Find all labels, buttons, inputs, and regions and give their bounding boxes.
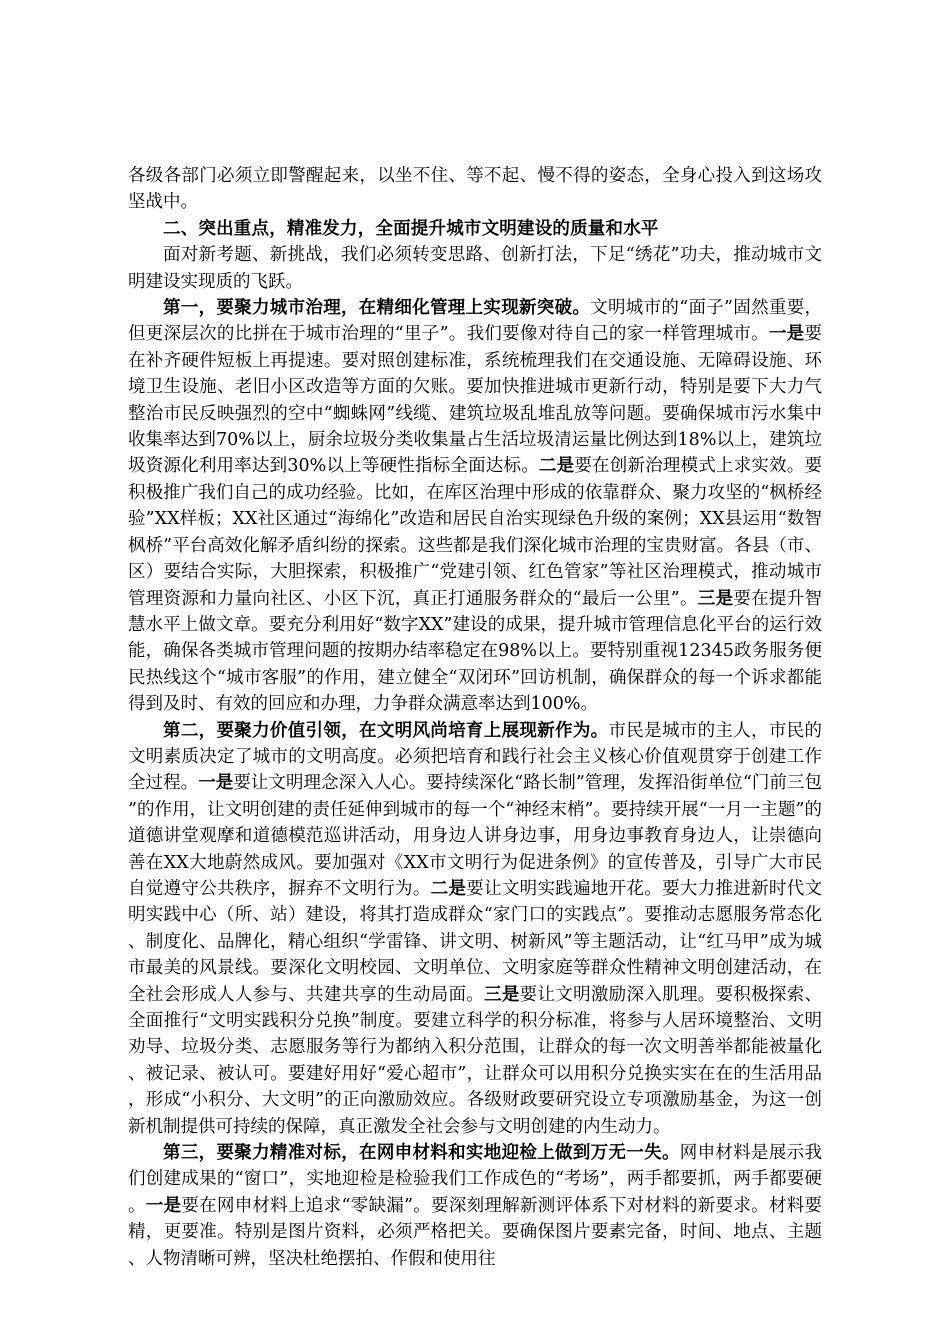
body-text: 要在网申材料上追求“零缺漏”。要深刻理解新测评体系下对材料的新要求。材料要精，更要准。特别是图片资料，必须严格把关。要确保图片要素完备，时间、地点、主题、人物清晰可辨，坚决杜绝摆拍、作假和使用往 xyxy=(128,1195,823,1269)
point-marker: 二是 xyxy=(430,878,467,899)
paragraph-precise-benchmarking xyxy=(128,1140,822,1272)
paragraph-intro: 各级各部门必须立即警醒起来，以坐不住、等不起、慢不得的姿态，全身心投入到这场攻坚战中。 xyxy=(128,166,822,213)
body-text: 市民是城市的主人，市民的文明素质决定了城市的文明高度。必须把培育和践行社会主义核心价值观贯穿于创建工作全过程。 xyxy=(128,720,822,794)
paragraph-overview: 面对新考题、新挑战，我们必须转变思路、创新打法，下足“绣花”功夫，推动城市文明建设实现质的飞跃。 xyxy=(128,245,822,292)
body-text: 网申材料是展示我们创建成果的“窗口”，实地迎检是检验我们工作成色的“考场”，两手都要抓，两手都要硬。 xyxy=(128,1143,823,1216)
body-text: 文明城市的“面子”固然重要，但更深层次的比拼在于城市治理的“里子”。我们要像对待自己的家一样管理城市。 xyxy=(128,298,822,345)
body-text: 要在提升智慧水平上做文章。要充分利用好“数字XX”建设的成果，提升城市管理信息化平台的运行效能，确保各类城市管理问题的按期办结率稳定在98%以上。要特别重视12345政务服务便民热线这个“城市客服”的作用，建立健全“双闭环”回访机制，确保群众的每一个诉求都能得到及时、有效的回应和办理，力争群众满意率达到100%。 xyxy=(128,588,822,715)
paragraph-urban-governance xyxy=(128,295,822,718)
point-marker: 一是 xyxy=(198,773,234,794)
lead-sentence: 第一，要聚力城市治理，在精细化管理上实现新突破。 xyxy=(163,298,591,319)
point-marker: 一是 xyxy=(145,1195,182,1216)
point-marker: 一是 xyxy=(768,324,805,345)
section-heading: 二、突出重点，精准发力，全面提升城市文明建设的质量和水平 xyxy=(163,218,659,239)
lead-sentence: 第二，要聚力价值引领，在文明风尚培育上展现新作为。 xyxy=(163,720,609,741)
point-marker: 三是 xyxy=(697,588,734,609)
body-text: 要让文明理念深入人心。要持续深化“路长制”管理，发挥沿街单位“门前三包”的作用，让文明创建的责任延伸到城市的每一个“神经末梢”。要持续开展“一月一主题”的道德讲堂观摩和道德模范巡讲活动，用身边人讲身边事，用身边事教育身边人，让崇德向善在XX大地蔚然成风。要加强对《XX市文明行为促进条例》的宣传普及，引导广大市民自觉遵守公共秩序，摒弃不文明行为。 xyxy=(128,773,822,899)
paragraph-value-guidance xyxy=(128,718,822,1141)
point-marker: 二是 xyxy=(538,456,575,477)
body-text: 要让文明激励深入肌理。要积极探索、全面推行“文明实践积分兑换”制度。要建立科学的积分标准，将参与人居环境整治、文明劝导、垃圾分类、志愿服务等行为都纳入积分范围，让群众的每一次文明善举都能被量化、被记录、被认可。要建好用好“爱心超市”，让群众可以用积分兑换实实在在的生活用品，形成“小积分、大文明”的正向激励效应。各级财政要研究设立专项激励基金，为这一创新机制提供可持续的保障，真正激发全社会参与文明创建的内生动力。 xyxy=(128,984,823,1137)
lead-sentence: 第三，要聚力精准对标，在网申材料和实地迎检上做到万无一失。 xyxy=(163,1143,680,1164)
point-marker: 三是 xyxy=(484,984,520,1005)
body-text: 要在创新治理模式上求实效。要积极推广我们自己的成功经验。比如，在库区治理中形成的依靠群众、聚力攻坚的“枫桥经验”XX样板；XX社区通过“海绵化”改造和居民自治实现绿色升级的案例；XX县运用“数智枫桥”平台高效化解矛盾纠纷的探索。这些都是我们深化城市治理的宝贵财富。各县（市、区）要结合实际，大胆探索，积极推广“党建引领、红色管家”等社区治理模式，推动城市管理资源和力量向社区、小区下沉，真正打通服务群众的“最后一公里”。 xyxy=(128,456,823,609)
document-body xyxy=(128,163,822,1272)
body-text: 要让文明实践遍地开花。要大力推进新时代文明实践中心（所、站）建设，将其打造成群众“家门口的实践点”。要推动志愿服务常态化、制度化、品牌化，精心组织“学雷锋、讲文明、树新风”等主题活动，让“红马甲”成为城市最美的风景线。要深化文明校园、文明单位、文明家庭等群众性精神文明创建活动，在全社会形成人人参与、共建共享的生动局面。 xyxy=(128,878,823,1005)
body-text: 要在补齐硬件短板上再提速。要对照创建标准，系统梳理我们在交通设施、无障碍设施、环境卫生设施、老旧小区改造等方面的欠账。要加快推进城市更新行动，特别是要下大力气整治市民反映强烈的空中“蜘蛛网”线缆、建筑垃圾乱堆乱放等问题。要确保城市污水集中收集率达到70%以上，厨余垃圾分类收集量占生活垃圾清运量比例达到18%以上，建筑垃圾资源化利用率达到30%以上等硬性指标全面达标。 xyxy=(128,324,823,477)
